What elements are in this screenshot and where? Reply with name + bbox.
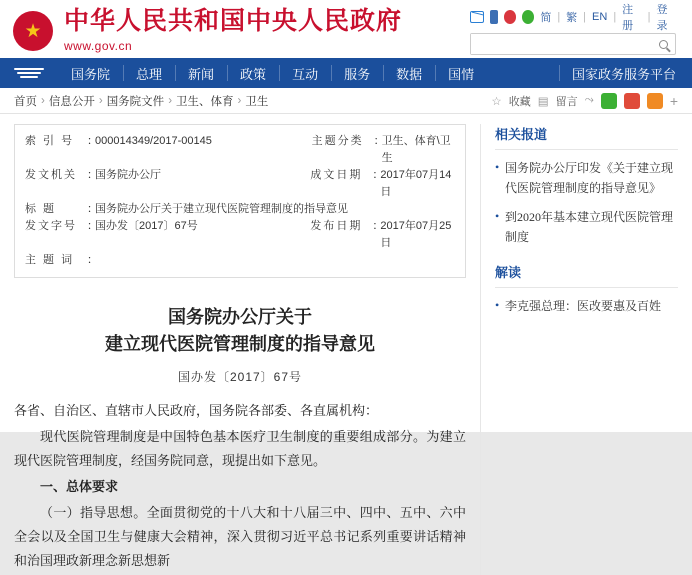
meta-value: 国务院办公厅 <box>95 169 161 181</box>
search-bar[interactable] <box>470 33 676 55</box>
meta-value: 000014349/2017-00145 <box>95 135 212 147</box>
document-number: 国办发〔2017〕67号 <box>177 370 303 384</box>
main-nav <box>0 58 692 88</box>
document-paragraph: 各省、自治区、直辖市人民政府，国务院各部委、各直属机构： <box>14 403 379 418</box>
page-title: 中华人民共和国中央人民政府 <box>64 8 403 36</box>
meta-label: 索 引 号 <box>25 135 75 147</box>
document-title <box>14 304 466 358</box>
nav-item-service[interactable]: 服务 <box>331 58 383 88</box>
content-area <box>0 114 692 575</box>
sidebar-list-interpretation <box>495 296 678 316</box>
table-row <box>25 218 455 252</box>
meta-colon: ： <box>87 254 98 266</box>
meta-label: 主题分类 <box>311 135 364 147</box>
sidebar-section-title-interpretation: 解读 <box>495 262 678 288</box>
meta-label: 标 题 <box>25 203 57 215</box>
meta-label: 主 题 词 <box>25 254 75 266</box>
meta-colon: ： <box>87 220 98 232</box>
sidebar <box>480 124 678 575</box>
weibo-icon[interactable] <box>504 10 516 24</box>
nav-item-policy[interactable]: 政策 <box>227 58 279 88</box>
sidebar-list-related <box>495 158 678 248</box>
list-item[interactable]: • 到2020年基本建立现代医院管理制度 <box>495 207 678 248</box>
search-icon[interactable] <box>651 34 675 54</box>
nav-item-service-platform[interactable]: 国家政务服务平台 <box>559 58 692 88</box>
breadcrumb <box>0 88 692 114</box>
table-row <box>25 201 455 218</box>
plus-icon[interactable]: + <box>669 92 678 109</box>
lang-link-english[interactable]: EN <box>592 11 608 23</box>
nav-item-state-council[interactable]: 国务院 <box>71 66 111 82</box>
lang-link-traditional[interactable]: 繁 <box>566 12 578 24</box>
separator: | <box>613 11 617 23</box>
meta-label: 发文字号 <box>25 220 77 232</box>
separator: | <box>557 11 561 23</box>
header-right <box>470 4 680 55</box>
separator: | <box>583 11 587 23</box>
mobile-icon[interactable] <box>490 10 498 24</box>
list-item[interactable]: • 李克强总理：医改要惠及百姓 <box>495 296 678 316</box>
wechat-icon[interactable] <box>522 10 534 24</box>
meta-colon: ： <box>87 203 98 215</box>
breadcrumb-separator: › <box>41 94 45 107</box>
breadcrumb-tools <box>491 93 678 109</box>
sidebar-section-title-related: 相关报道 <box>495 124 678 150</box>
main-column <box>14 124 466 575</box>
site-url: www.gov.cn <box>64 38 133 53</box>
wechat-share-icon[interactable] <box>601 93 617 109</box>
register-link[interactable]: 注册 <box>622 4 634 32</box>
search-input[interactable] <box>471 34 651 54</box>
breadcrumb-item-health-sports[interactable]: 卫生、体育 <box>176 95 234 108</box>
message-label[interactable]: 留言 <box>555 95 578 108</box>
weibo-share-icon[interactable] <box>624 93 640 109</box>
nav-item-premier[interactable]: 总理 <box>123 58 175 88</box>
gov-bars-icon <box>0 58 58 88</box>
table-row <box>25 167 455 201</box>
login-link[interactable]: 登录 <box>656 4 668 32</box>
meta-value: 国办发〔2017〕67号 <box>95 220 198 232</box>
nav-item-news[interactable]: 新闻 <box>175 58 227 88</box>
meta-colon: ： <box>372 220 384 232</box>
star-icon[interactable]: ☆ <box>491 95 502 108</box>
meta-colon: ： <box>87 169 98 181</box>
breadcrumb-item-health[interactable]: 卫生 <box>245 95 269 108</box>
breadcrumb-item-documents[interactable]: 国务院文件 <box>106 95 165 108</box>
document-body <box>14 399 466 573</box>
breadcrumb-separator: › <box>168 94 173 107</box>
document-meta-table <box>14 124 466 278</box>
separator: | <box>647 11 651 23</box>
table-row <box>25 133 455 167</box>
meta-colon: ： <box>373 135 385 147</box>
site-title-block <box>64 9 402 52</box>
meta-value: 卫生、体育\卫生 <box>381 135 451 164</box>
meta-colon: ： <box>372 169 384 181</box>
comment-icon[interactable]: ▤ <box>537 95 549 108</box>
favorite-label[interactable]: 收藏 <box>508 95 531 108</box>
meta-colon: ： <box>87 135 98 147</box>
nav-item-national-conditions[interactable]: 国情 <box>435 58 487 88</box>
meta-label: 成文日期 <box>310 169 363 181</box>
breadcrumb-separator: › <box>237 94 242 107</box>
nav-item-interaction[interactable]: 互动 <box>279 58 331 88</box>
breadcrumb-separator: › <box>98 94 103 107</box>
document-section-heading: 一、总体要求 <box>40 479 119 495</box>
national-emblem-icon: ★ <box>12 10 54 52</box>
lang-link-simplified[interactable]: 简 <box>540 12 552 24</box>
breadcrumb-item-openinfo[interactable]: 信息公开 <box>48 95 95 108</box>
site-header <box>0 0 692 58</box>
qzone-share-icon[interactable] <box>647 93 663 109</box>
share-icon[interactable]: ⤳ <box>584 94 594 106</box>
meta-value: 2017年07月25日 <box>380 220 452 249</box>
document-title-line2: 建立现代医院管理制度的指导意见 <box>105 334 375 354</box>
nav-item-data[interactable]: 数据 <box>383 58 435 88</box>
mail-icon[interactable] <box>470 11 484 23</box>
document-title-line1: 国务院办公厅关于 <box>168 307 312 327</box>
meta-label: 发文机关 <box>25 169 77 181</box>
breadcrumb-item-home[interactable]: 首页 <box>14 95 37 108</box>
document-paragraph: （一）指导思想。全面贯彻党的十八大和十八届三中、四中、五中、六中全会以及全国卫生与健康大会精神，深入贯彻习近平总书记系列重要讲话精神和治国理政新理念新思想新 <box>14 505 466 569</box>
meta-label: 发布日期 <box>310 220 363 232</box>
meta-value: 国务院办公厅关于建立现代医院管理制度的指导意见 <box>95 203 348 215</box>
meta-value: 2017年07月14日 <box>380 169 452 198</box>
document-paragraph: 现代医院管理制度是中国特色基本医疗卫生制度的重要组成部分。为建立现代医院管理制度，经国务院同意，现提出如下意见。 <box>14 429 466 469</box>
list-item[interactable]: • 国务院办公厅印发《关于建立现代医院管理制度的指导意见》 <box>495 158 678 199</box>
table-row <box>25 252 455 269</box>
